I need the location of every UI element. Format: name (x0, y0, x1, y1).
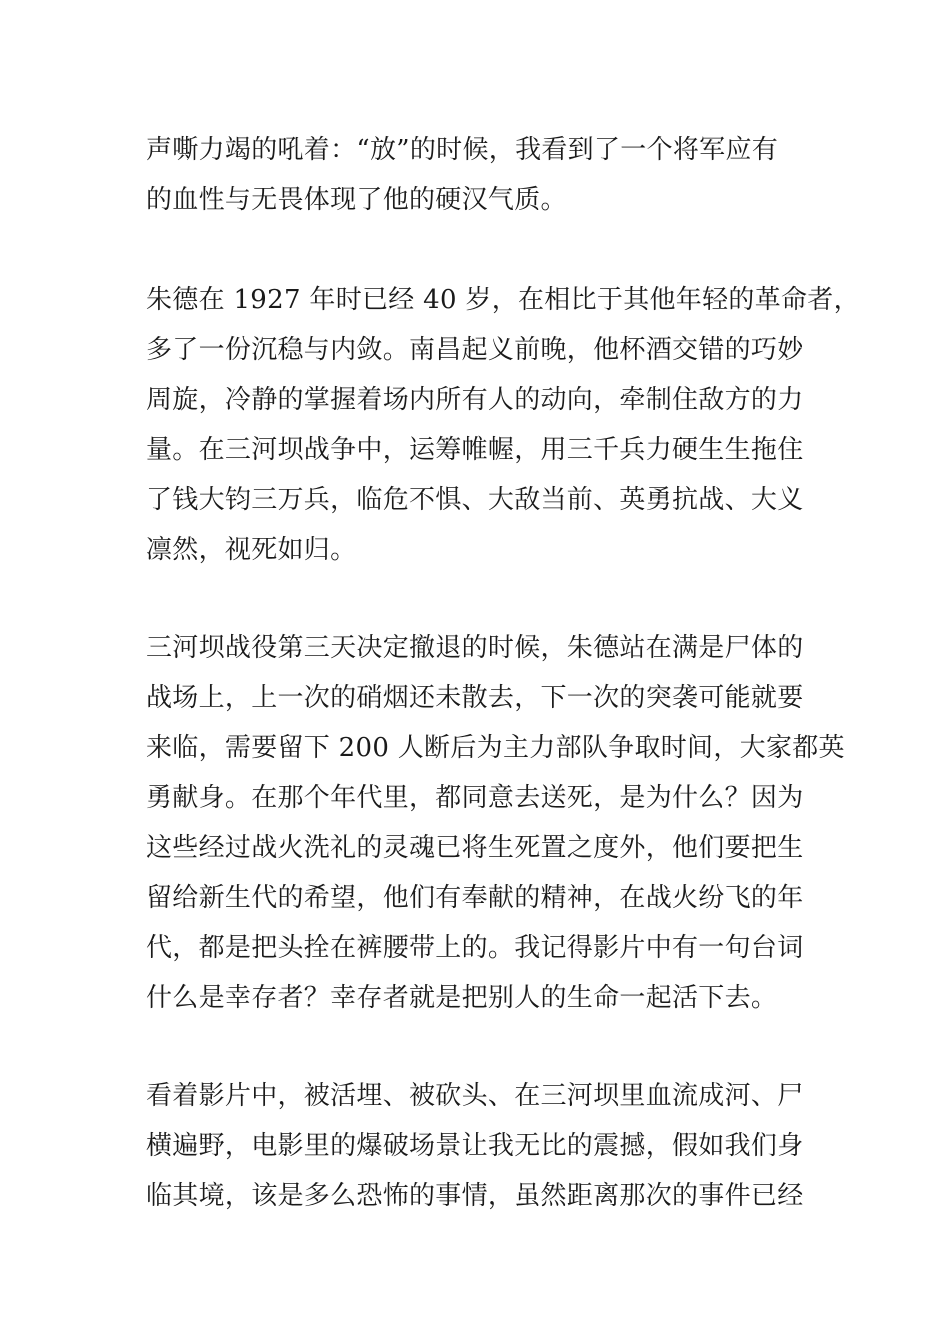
text-line: 三河坝战役第三天决定撤退的时候，朱德站在满是尸体的 (146, 633, 804, 663)
text-line: 横遍野，电影里的爆破场景让我无比的震撼，假如我们身 (146, 1131, 804, 1161)
text-line: 了钱大钧三万兵，临危不惧、大敌当前、英勇抗战、大义 (146, 485, 804, 515)
text-line: 周旋，冷静的掌握着场内所有人的动向，牵制住敌方的力 (146, 385, 804, 415)
text-line: 朱德在 1927 年时已经 40 岁，在相比于其他年轻的革命者， (146, 285, 860, 315)
text-line: 的血性与无畏体现了他的硬汉气质。 (146, 185, 567, 215)
text-line: 什么是幸存者？幸存者就是把别人的生命一起活下去。 (146, 983, 778, 1013)
text-line: 勇献身。在那个年代里，都同意去送死，是为什么？因为 (146, 783, 804, 813)
text-line: 战场上，上一次的硝烟还未散去，下一次的突袭可能就要 (146, 683, 804, 713)
text-line: 来临，需要留下 200 人断后为主力部队争取时间，大家都英 (146, 733, 845, 763)
text-line: 多了一份沉稳与内敛。南昌起义前晚，他杯酒交错的巧妙 (146, 335, 804, 365)
text-line: 看着影片中，被活埋、被砍头、在三河坝里血流成河、尸 (146, 1081, 804, 1111)
text-line: 声嘶力竭的吼着：“放”的时候，我看到了一个将军应有 (146, 135, 779, 165)
text-line: 临其境，该是多么恐怖的事情，虽然距离那次的事件已经 (146, 1181, 804, 1211)
text-line: 凛然，视死如归。 (146, 535, 357, 565)
text-line: 这些经过战火洗礼的灵魂已将生死置之度外，他们要把生 (146, 833, 804, 863)
text-line: 量。在三河坝战争中，运筹帷幄，用三千兵力硬生生拖住 (146, 435, 804, 465)
text-line: 代，都是把头拴在裤腰带上的。我记得影片中有一句台词 (146, 933, 804, 963)
text-line: 留给新生代的希望，他们有奉献的精神，在战火纷飞的年 (146, 883, 804, 913)
